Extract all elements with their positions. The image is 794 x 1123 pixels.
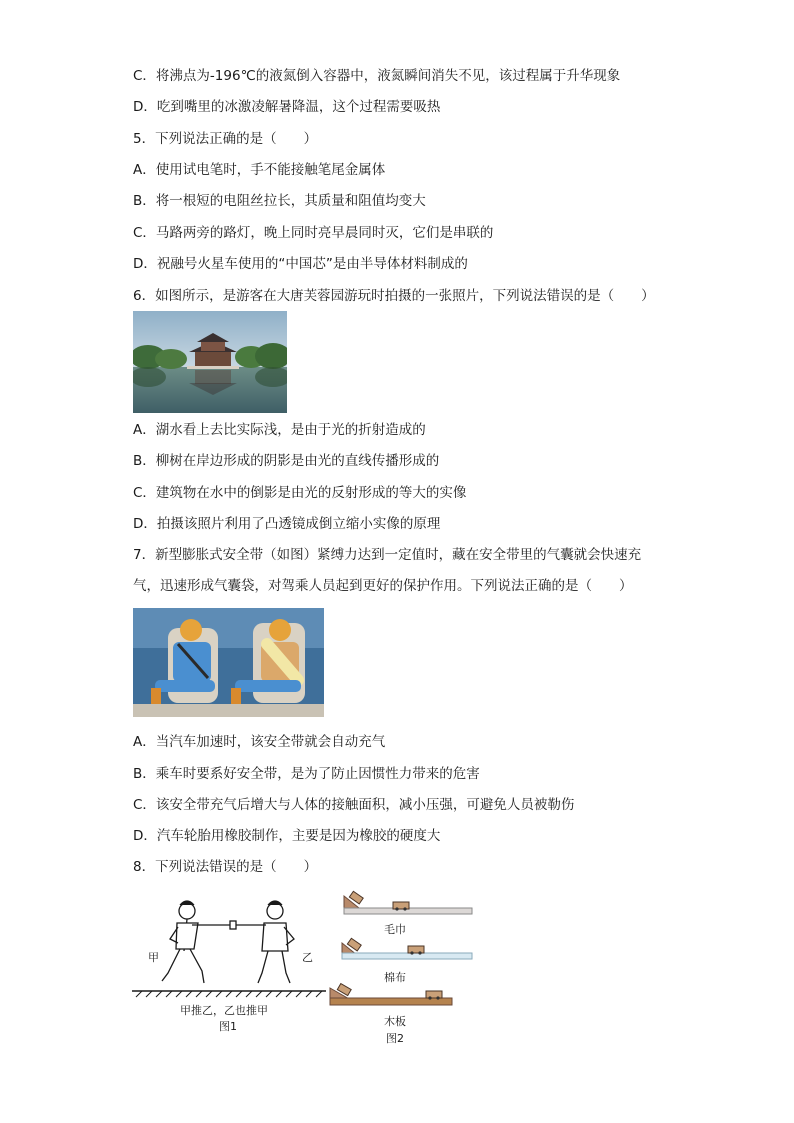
q5-option-b: B．将一根短的电阻丝拉长，其质量和阻值均变大 bbox=[133, 193, 426, 209]
q6-option-a: A．湖水看上去比实际浅，是由于光的折射造成的 bbox=[133, 422, 426, 438]
q5-option-a: A．使用试电笔时，手不能接触笔尾金属体 bbox=[133, 162, 386, 178]
figure1-caption: 甲推乙，乙也推甲 bbox=[180, 1004, 268, 1017]
q6-option-c: C．建筑物在水中的倒影是由光的反射形成的等大的实像 bbox=[133, 485, 467, 501]
q5-option-c: C．马路两旁的路灯，晚上同时亮早晨同时灭，它们是串联的 bbox=[133, 225, 494, 241]
q7-option-c: C．该安全带充气后增大与人体的接触面积，减小压强，可避免人员被勒伤 bbox=[133, 797, 575, 813]
q6-option-d: D．拍摄该照片利用了凸透镜成倒立缩小实像的原理 bbox=[133, 516, 441, 532]
figure2-wood-setup bbox=[328, 980, 454, 1010]
q4-option-c: C．将沸点为-196℃的液氮倒入容器中，液氮瞬间消失不见，该过程属于升华现象 bbox=[133, 68, 621, 84]
figure1-push-illustration bbox=[132, 893, 326, 998]
q4-option-d: D．吃到嘴里的冰激凌解暑降温，这个过程需要吸热 bbox=[133, 99, 441, 115]
figure2-cotton-setup bbox=[328, 935, 473, 967]
q7-stem-line2: 气，迅速形成气囊袋，对驾乘人员起到更好的保护作用。下列说法正确的是（ ） bbox=[133, 578, 633, 594]
figure2-towel-setup bbox=[328, 888, 473, 918]
q5-stem: 5．下列说法正确的是（ ） bbox=[133, 131, 318, 147]
q5-option-d: D．祝融号火星车使用的“中国芯”是由半导体材料制成的 bbox=[133, 256, 468, 272]
lake-pavilion-photo bbox=[133, 311, 287, 413]
q8-stem: 8．下列说法错误的是（ ） bbox=[133, 859, 318, 875]
q7-option-a: A．当汽车加速时，该安全带就会自动充气 bbox=[133, 734, 386, 750]
seatbelt-photo bbox=[133, 608, 324, 717]
figure1-left-label: 甲 bbox=[148, 951, 159, 964]
q7-option-d: D．汽车轮胎用橡胶制作，主要是因为橡胶的硬度大 bbox=[133, 828, 441, 844]
figure2-name: 图2 bbox=[386, 1032, 404, 1045]
figure1-right-label: 乙 bbox=[302, 951, 313, 964]
q7-option-b: B．乘车时要系好安全带，是为了防止因惯性力带来的危害 bbox=[133, 766, 480, 782]
q7-stem-line1: 7．新型膨胀式安全带（如图）紧缚力达到一定值时，藏在安全带里的气囊就会快速充 bbox=[133, 547, 642, 563]
figure2-label-cotton: 棉布 bbox=[384, 971, 406, 984]
q6-option-b: B．柳树在岸边形成的阴影是由光的直线传播形成的 bbox=[133, 453, 440, 469]
figure2-label-wood: 木板 bbox=[384, 1015, 406, 1028]
figure1-name: 图1 bbox=[219, 1020, 237, 1033]
q6-stem: 6．如图所示，是游客在大唐芙蓉园游玩时拍摄的一张照片，下列说法错误的是（ ） bbox=[133, 288, 655, 304]
figure2-label-towel: 毛巾 bbox=[384, 923, 406, 936]
